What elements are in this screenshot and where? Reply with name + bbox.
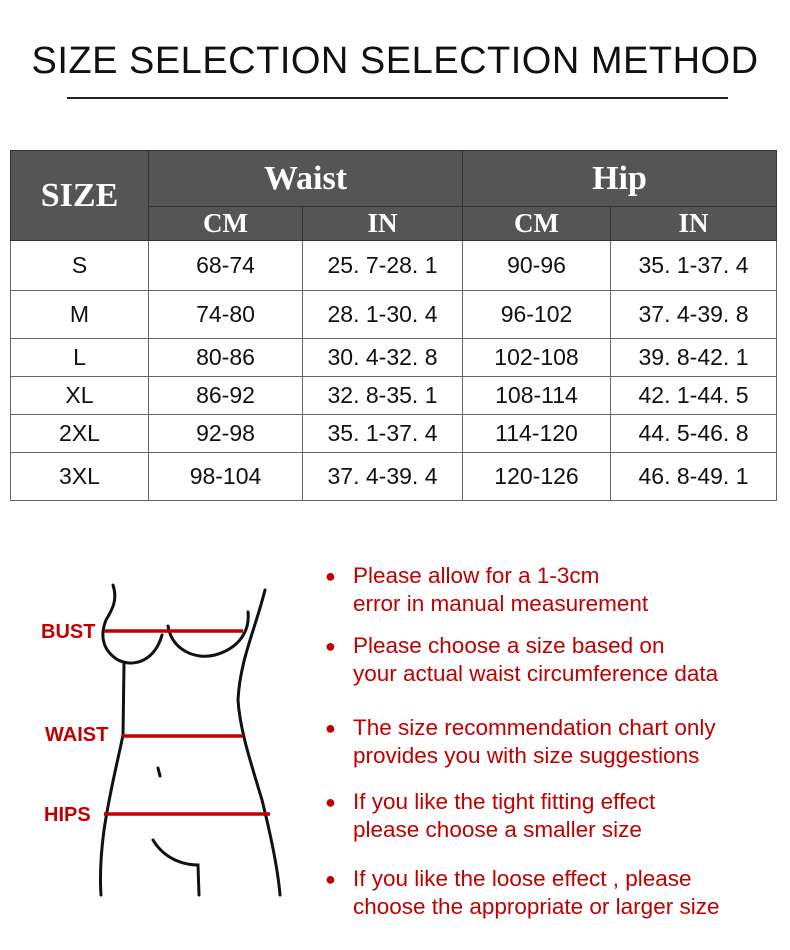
table-cell: 108-114 [463, 377, 611, 415]
note-text: Please choose a size based on [353, 633, 665, 658]
bullet-icon: ● [325, 792, 336, 812]
note-text: provides you with size suggestions [353, 743, 700, 768]
note-item [325, 714, 716, 770]
table-row [11, 377, 777, 415]
hip-header: Hip [463, 151, 777, 207]
size-chart-table [10, 150, 777, 501]
table-cell: 120-126 [463, 453, 611, 501]
table-cell: 2XL [11, 415, 149, 453]
note-text: your actual waist circumference data [353, 661, 719, 686]
table-cell: 102-108 [463, 339, 611, 377]
table-cell: XL [11, 377, 149, 415]
unit-header: IN [611, 207, 777, 241]
table-cell: M [11, 291, 149, 339]
size-header: SIZE [11, 151, 149, 241]
note-text: please choose a smaller size [353, 817, 642, 842]
table-row [11, 241, 777, 291]
table-cell: 35. 1-37. 4 [303, 415, 463, 453]
waist-label: WAIST [45, 724, 109, 746]
table-cell: 28. 1-30. 4 [303, 291, 463, 339]
bust-label: BUST [41, 621, 96, 643]
table-cell: 80-86 [149, 339, 303, 377]
note-text: The size recommendation chart only [353, 715, 716, 740]
note-text: error in manual measurement [353, 591, 649, 616]
table-cell: 114-120 [463, 415, 611, 453]
table-cell: 44. 5-46. 8 [611, 415, 777, 453]
table-cell: 98-104 [149, 453, 303, 501]
page-title: SIZE SELECTION SELECTION METHOD [31, 40, 759, 82]
note-text: If you like the tight fitting effect [353, 789, 656, 814]
note-text: choose the appropriate or larger size [353, 894, 720, 919]
note-item [325, 788, 655, 844]
table-row [11, 339, 777, 377]
hips-label: HIPS [44, 804, 91, 826]
note-item [325, 562, 648, 618]
bullet-icon: ● [325, 566, 336, 586]
table-cell: 37. 4-39. 4 [303, 453, 463, 501]
table-cell: 42. 1-44. 5 [611, 377, 777, 415]
table-cell: 46. 8-49. 1 [611, 453, 777, 501]
table-cell: 30. 4-32. 8 [303, 339, 463, 377]
table-cell: S [11, 241, 149, 291]
bullet-icon: ● [325, 636, 336, 656]
table-cell: 92-98 [149, 415, 303, 453]
table-row [11, 415, 777, 453]
table-cell: 68-74 [149, 241, 303, 291]
table-cell: 3XL [11, 453, 149, 501]
note-text: Please allow for a 1-3cm [353, 563, 600, 588]
waist-header: Waist [149, 151, 463, 207]
title-divider [67, 97, 728, 99]
table-cell: L [11, 339, 149, 377]
note-text: If you like the loose effect , please [353, 866, 692, 891]
table-cell: 39. 8-42. 1 [611, 339, 777, 377]
table-row [11, 453, 777, 501]
table-cell: 86-92 [149, 377, 303, 415]
bullet-icon: ● [325, 869, 336, 889]
note-item [325, 632, 718, 688]
unit-header: CM [463, 207, 611, 241]
table-cell: 25. 7-28. 1 [303, 241, 463, 291]
table-cell: 96-102 [463, 291, 611, 339]
table-cell: 74-80 [149, 291, 303, 339]
table-cell: 32. 8-35. 1 [303, 377, 463, 415]
unit-header: CM [149, 207, 303, 241]
unit-header: IN [303, 207, 463, 241]
note-item [325, 865, 719, 921]
table-cell: 35. 1-37. 4 [611, 241, 777, 291]
table-cell: 90-96 [463, 241, 611, 291]
table-cell: 37. 4-39. 8 [611, 291, 777, 339]
table-row [11, 291, 777, 339]
bullet-icon: ● [325, 718, 336, 738]
